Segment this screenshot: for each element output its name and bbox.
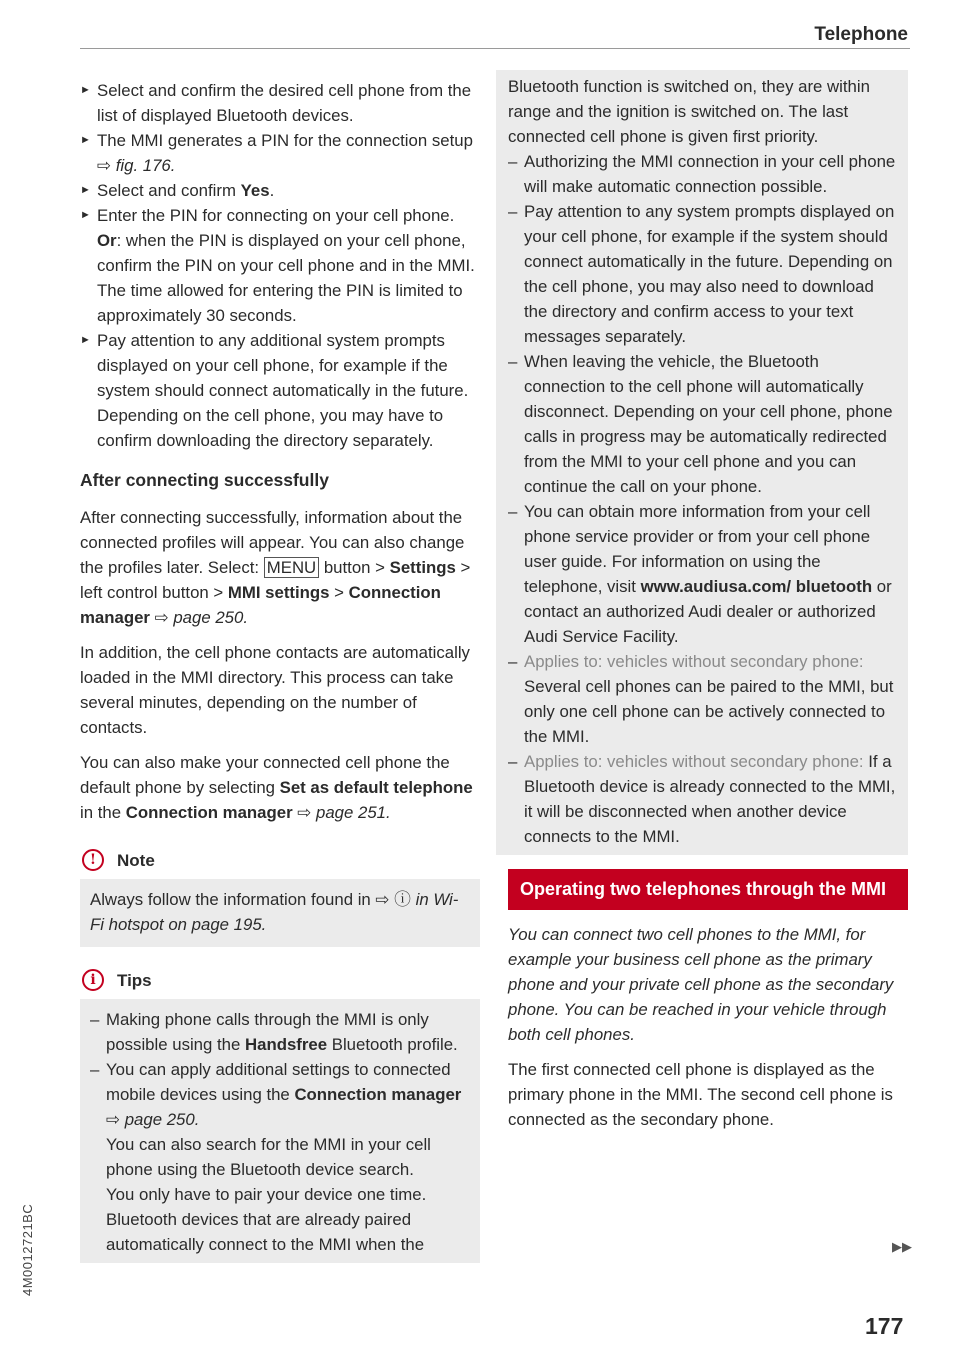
list-item: ► Enter the PIN for connecting on your cell phone. Or: when the PIN is displayed on your cell phone, confirm the PIN on your cell phone and in the MMI. The time allowed for entering the PIN is limited to approximately 30 seconds.: [80, 203, 480, 328]
list-item: – Pay attention to any system prompts displayed on your cell phone, for example if the system should connect automatically in the future. Depending on the cell phone, you may also need to download the directory and confirm access to your text messages separately.: [508, 202, 895, 346]
list-item: ► Select and confirm the desired cell phone from the list of displayed Bluetooth devices.: [80, 78, 480, 128]
header-rule: [80, 48, 910, 49]
triangle-bullet-icon: ►: [80, 84, 91, 96]
paragraph: After connecting successfully, information about the connected profiles will appear. You can also change the profiles later. Select: MENU button > Settings > left control button > MMI settings > Connection manager ⇨ page 250.: [80, 508, 471, 627]
list-item: – Making phone calls through the MMI is only possible using the Handsfree Bluetooth profile.: [90, 1010, 458, 1054]
note-title: Note: [117, 850, 155, 870]
list-item: You only have to pair your device one time. Bluetooth devices that are already paired automatically connect to the MMI when the: [106, 1185, 427, 1254]
section-header: Telephone: [814, 24, 908, 45]
list-item: ► The MMI generates a PIN for the connection setup ⇨ fig. 176.: [80, 128, 480, 178]
intro-paragraph: You can connect two cell phones to the MMI, for example your business cell phone as the primary phone and your private cell phone as the secondary phone. You can be reached in your vehicle through both cell phones.: [508, 925, 894, 1044]
list-item: – Applies to: vehicles without secondary phone: If a Bluetooth device is already connected to the MMI, it will be disconnected when another device connects to the MMI.: [508, 752, 896, 846]
note-box: [80, 841, 480, 947]
tips-title: Tips: [117, 970, 152, 990]
list-item: – You can obtain more information from your cell phone service provider or from your cell phone user guide. For information on using the telephone, visit www.audiusa.com/ bluetooth or contact an authorized Audi dealer or authorized Audi Service Facility.: [508, 502, 892, 646]
list-item: – Authorizing the MMI connection in your cell phone will make automatic connection possible.: [508, 152, 896, 196]
subheading: After connecting successfully: [80, 470, 329, 490]
note-text: Always follow the information found in ⇨ ⓘ in Wi-Fi hotspot on page 195.: [80, 879, 480, 947]
list-item: ► Select and confirm Yes.: [80, 178, 480, 203]
list-item: You can also search for the MMI in your cell phone using the Bluetooth device search.: [106, 1135, 431, 1179]
list-item: – You can apply additional settings to connected mobile devices using the Connection manager ⇨ page 250.: [90, 1060, 462, 1129]
section-title: Operating two telephones through the MMI: [508, 869, 908, 910]
right-column: [508, 70, 908, 1142]
page-number: 177: [865, 1313, 904, 1339]
triangle-bullet-icon: ►: [80, 334, 91, 346]
triangle-bullet-icon: ►: [80, 134, 91, 146]
triangle-bullet-icon: ►: [80, 184, 91, 196]
info-icon: i: [82, 969, 104, 991]
doc-code: 4M0012721BC: [20, 1203, 35, 1296]
list-item: ► Pay attention to any additional system prompts displayed on your cell phone, for example if the system should connect automatically in the future. Depending on the cell phone, you may have to confirm downloading the directory separately.: [80, 328, 480, 453]
warning-icon: !: [82, 849, 104, 871]
list-item: – When leaving the vehicle, the Bluetooth connection to the cell phone will automatically disconnect. Depending on your cell phone, phone calls in progress may be automatically redirected from the MMI to your cell phone and you can continue the call on your phone.: [508, 352, 893, 496]
paragraph: In addition, the cell phone contacts are automatically loaded in the MMI directory. This process can take several minutes, depending on the number of contacts.: [80, 643, 470, 737]
tips-continuation: [496, 70, 908, 855]
tips-box: [80, 961, 480, 1263]
paragraph: The first connected cell phone is displayed as the primary phone in the MMI. The second cell phone is connected as the secondary phone.: [508, 1060, 893, 1129]
triangle-bullet-icon: ►: [80, 209, 91, 221]
continue-arrow-icon: ▶▶: [892, 1239, 912, 1254]
paragraph: You can also make your connected cell phone the default phone by selecting Set as default telephone in the Connection manager ⇨ page 251.: [80, 753, 473, 822]
paragraph: Bluetooth function is switched on, they are within range and the ignition is switched on. The last connected cell phone is given first priority.: [508, 77, 870, 146]
list-item: – Applies to: vehicles without secondary phone: Several cell phones can be paired to the MMI, but only one cell phone can be actively connected to the MMI.: [508, 652, 894, 746]
left-column: [80, 78, 480, 1263]
